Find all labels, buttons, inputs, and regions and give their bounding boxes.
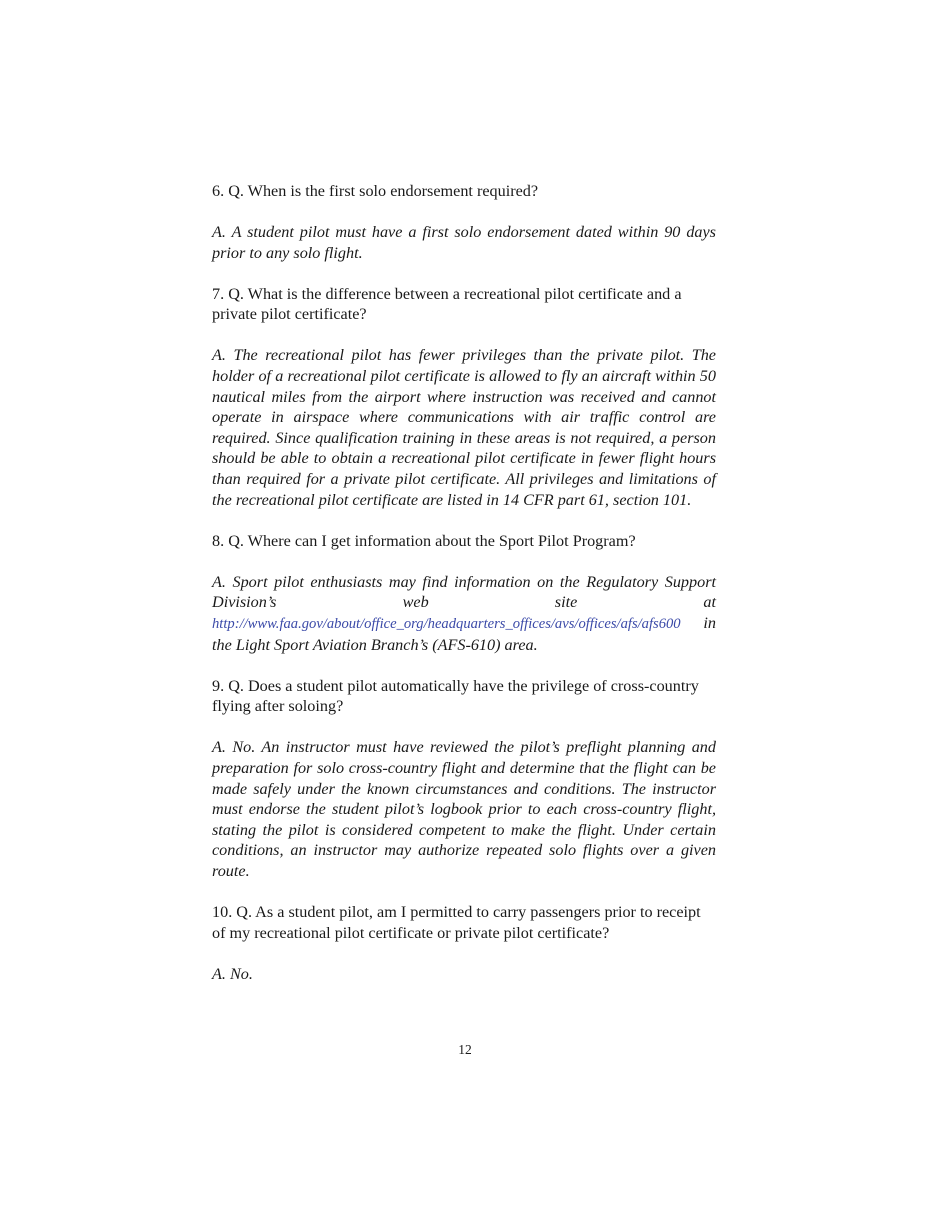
answer-8	[212, 572, 716, 655]
faa-afs600-link[interactable]: http://www.faa.gov/about/office_org/headquarters_offices/avs/offices/afs/afs600	[212, 616, 681, 632]
page-content	[212, 181, 716, 1005]
answer-8-text-before: A. Sport pilot enthusiasts may find information on the Regulatory Support Division’s web site at	[212, 572, 716, 612]
answer-7: A. The recreational pilot has fewer privileges than the private pilot. The holder of a recreational pilot certificate is allowed to fly an aircraft within 50 nautical miles from the airport where instruction was received and cannot operate in airspace where communications with air traffic control are required. Since qualification training in these areas is not required, a person should be able to obtain a recreational pilot certificate in fewer flight hours than required for a private pilot certificate. All privileges and limitations of the recreational pilot certificate are listed in 14 CFR part 61, section 101.	[212, 346, 716, 509]
question-8: 8. Q. Where can I get information about the Sport Pilot Program?	[212, 531, 636, 550]
question-9: 9. Q. Does a student pilot automatically have the privilege of cross-country flying after soloing?	[212, 676, 699, 716]
answer-9: A. No. An instructor must have reviewed the pilot’s preflight planning and preparation for solo cross-country flight and determine that the flight can be made safely under the known circumstances and conditions. The instructor must endorse the student pilot’s logbook prior to each cross-country flight, stating the pilot is considered competent to make the flight. Under certain conditions, an instructor may authorize repeated solo flights over a given route.	[212, 738, 716, 880]
question-7: 7. Q. What is the difference between a recreational pilot certificate and a private pilot certificate?	[212, 284, 682, 324]
page-number: 12	[458, 1042, 472, 1057]
question-10: 10. Q. As a student pilot, am I permitted to carry passengers prior to receipt of my recreational pilot certificate or private pilot certificate?	[212, 903, 701, 942]
answer-6: A. A student pilot must have a first solo endorsement dated within 90 days prior to any solo flight.	[212, 223, 716, 262]
answer-10: A. No.	[212, 964, 253, 983]
question-6: 6. Q. When is the first solo endorsement required?	[212, 182, 539, 200]
answer-8-text-after: in the Light Sport Aviation Branch’s (AFS-610) area.	[212, 614, 716, 654]
